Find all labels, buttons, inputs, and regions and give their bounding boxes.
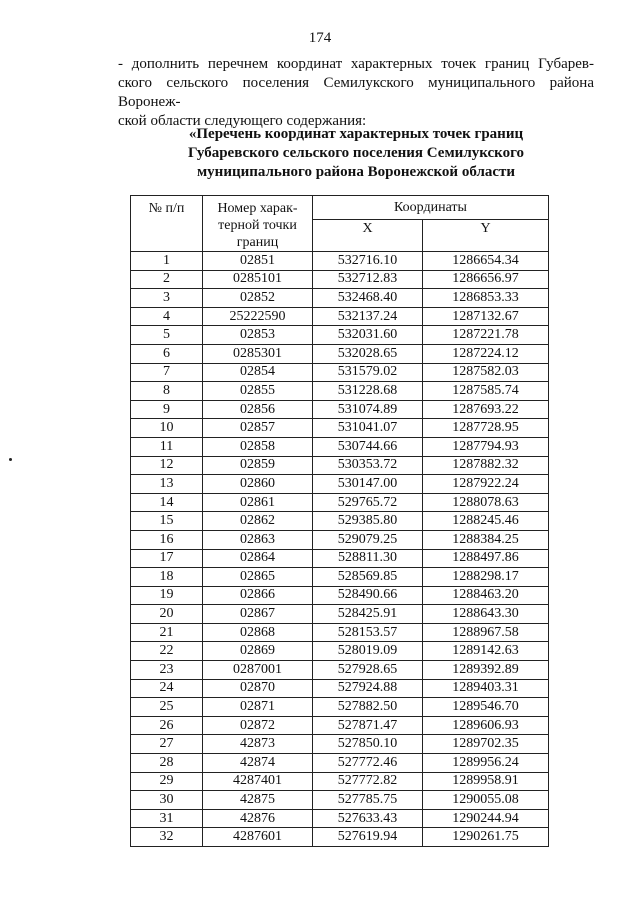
cell-y: 1286654.34 xyxy=(423,252,549,271)
cell-point-number: 02860 xyxy=(203,475,313,494)
cell-point-number: 02859 xyxy=(203,456,313,475)
table-row xyxy=(131,716,549,735)
table-row xyxy=(131,754,549,773)
cell-point-number: 0287001 xyxy=(203,661,313,680)
cell-x: 527924.88 xyxy=(313,679,423,698)
cell-x: 530147.00 xyxy=(313,475,423,494)
cell-number: 17 xyxy=(131,549,203,568)
table-row xyxy=(131,252,549,271)
cell-point-number: 4287601 xyxy=(203,828,313,847)
cell-x: 529385.80 xyxy=(313,512,423,531)
cell-number: 28 xyxy=(131,754,203,773)
cell-point-number: 42873 xyxy=(203,735,313,754)
header-point-line: границ xyxy=(236,235,279,250)
cell-y: 1290261.75 xyxy=(423,828,549,847)
cell-point-number: 02861 xyxy=(203,493,313,512)
table-row xyxy=(131,828,549,847)
title-line: Губаревского сельского поселения Семилукского xyxy=(187,145,525,161)
table-row xyxy=(131,437,549,456)
cell-x: 528153.57 xyxy=(313,623,423,642)
table-row xyxy=(131,326,549,345)
cell-y: 1287693.22 xyxy=(423,400,549,419)
cell-x: 531228.68 xyxy=(313,382,423,401)
cell-point-number: 02863 xyxy=(203,530,313,549)
cell-point-number: 02857 xyxy=(203,419,313,438)
cell-x: 527928.65 xyxy=(313,661,423,680)
cell-x: 529765.72 xyxy=(313,493,423,512)
header-x: X xyxy=(313,220,423,252)
cell-number: 3 xyxy=(131,289,203,308)
cell-number: 31 xyxy=(131,809,203,828)
table-row xyxy=(131,605,549,624)
header-point-line: Номер харак- xyxy=(217,201,298,216)
cell-x: 532468.40 xyxy=(313,289,423,308)
table-row xyxy=(131,642,549,661)
cell-y: 1289606.93 xyxy=(423,716,549,735)
table-row xyxy=(131,549,549,568)
cell-point-number: 02852 xyxy=(203,289,313,308)
title-line: муниципального района Воронежской области xyxy=(196,164,516,180)
table-row xyxy=(131,493,549,512)
cell-y: 1287132.67 xyxy=(423,307,549,326)
table-row xyxy=(131,791,549,810)
cell-number: 13 xyxy=(131,475,203,494)
cell-x: 532716.10 xyxy=(313,252,423,271)
cell-y: 1288643.30 xyxy=(423,605,549,624)
header-y: Y xyxy=(423,220,549,252)
table-row xyxy=(131,568,549,587)
table-row xyxy=(131,400,549,419)
cell-number: 29 xyxy=(131,772,203,791)
cell-x: 531074.89 xyxy=(313,400,423,419)
cell-x: 528019.09 xyxy=(313,642,423,661)
cell-point-number: 02867 xyxy=(203,605,313,624)
cell-y: 1289702.35 xyxy=(423,735,549,754)
cell-number: 8 xyxy=(131,382,203,401)
intro-line: ской области следующего содержания: xyxy=(118,113,367,129)
cell-x: 527633.43 xyxy=(313,809,423,828)
cell-number: 9 xyxy=(131,400,203,419)
cell-point-number: 02865 xyxy=(203,568,313,587)
cell-point-number: 25222590 xyxy=(203,307,313,326)
table-row xyxy=(131,530,549,549)
cell-number: 32 xyxy=(131,828,203,847)
cell-number: 10 xyxy=(131,419,203,438)
cell-point-number: 42874 xyxy=(203,754,313,773)
table-row xyxy=(131,772,549,791)
cell-x: 527850.10 xyxy=(313,735,423,754)
cell-y: 1288967.58 xyxy=(423,623,549,642)
cell-x: 527772.82 xyxy=(313,772,423,791)
header-coordinates: Координаты xyxy=(313,196,549,220)
intro-line: - дополнить перечнем координат характерных точек границ Губарев- xyxy=(118,56,594,72)
cell-y: 1290055.08 xyxy=(423,791,549,810)
cell-point-number: 02866 xyxy=(203,586,313,605)
cell-x: 530744.66 xyxy=(313,437,423,456)
cell-point-number: 42875 xyxy=(203,791,313,810)
cell-number: 6 xyxy=(131,344,203,363)
cell-point-number: 02858 xyxy=(203,437,313,456)
cell-y: 1288384.25 xyxy=(423,530,549,549)
cell-number: 1 xyxy=(131,252,203,271)
table-row xyxy=(131,363,549,382)
cell-point-number: 02853 xyxy=(203,326,313,345)
table-row xyxy=(131,270,549,289)
cell-x: 532028.65 xyxy=(313,344,423,363)
table-row xyxy=(131,289,549,308)
table-row xyxy=(131,475,549,494)
cell-number: 24 xyxy=(131,679,203,698)
cell-x: 527871.47 xyxy=(313,716,423,735)
cell-x: 530353.72 xyxy=(313,456,423,475)
cell-point-number: 02871 xyxy=(203,698,313,717)
cell-number: 12 xyxy=(131,456,203,475)
cell-number: 15 xyxy=(131,512,203,531)
cell-y: 1288298.17 xyxy=(423,568,549,587)
cell-number: 21 xyxy=(131,623,203,642)
table-row xyxy=(131,382,549,401)
cell-x: 527882.50 xyxy=(313,698,423,717)
table-row xyxy=(131,512,549,531)
cell-y: 1287882.32 xyxy=(423,456,549,475)
cell-point-number: 42876 xyxy=(203,809,313,828)
cell-x: 528569.85 xyxy=(313,568,423,587)
cell-number: 19 xyxy=(131,586,203,605)
cell-point-number: 02854 xyxy=(203,363,313,382)
table-row xyxy=(131,623,549,642)
cell-x: 529079.25 xyxy=(313,530,423,549)
cell-number: 30 xyxy=(131,791,203,810)
cell-x: 527772.46 xyxy=(313,754,423,773)
cell-x: 528425.91 xyxy=(313,605,423,624)
cell-x: 532137.24 xyxy=(313,307,423,326)
cell-y: 1289403.31 xyxy=(423,679,549,698)
table-row xyxy=(131,307,549,326)
cell-y: 1289142.63 xyxy=(423,642,549,661)
cell-number: 25 xyxy=(131,698,203,717)
page-number: 174 xyxy=(308,30,332,46)
table-row xyxy=(131,586,549,605)
cell-point-number: 02868 xyxy=(203,623,313,642)
cell-x: 531041.07 xyxy=(313,419,423,438)
cell-y: 1286656.97 xyxy=(423,270,549,289)
cell-number: 16 xyxy=(131,530,203,549)
table-row xyxy=(131,661,549,680)
cell-point-number: 02864 xyxy=(203,549,313,568)
cell-point-number: 02862 xyxy=(203,512,313,531)
cell-number: 27 xyxy=(131,735,203,754)
stray-dot xyxy=(9,458,12,461)
cell-y: 1288078.63 xyxy=(423,493,549,512)
cell-point-number: 02869 xyxy=(203,642,313,661)
table-row xyxy=(131,809,549,828)
coordinates-table xyxy=(130,195,549,847)
intro-line: ского сельского поселения Семилукского муниципального района Воронеж- xyxy=(118,75,594,110)
cell-number: 26 xyxy=(131,716,203,735)
cell-number: 5 xyxy=(131,326,203,345)
title-line: «Перечень координат характерных точек границ xyxy=(188,126,524,142)
table-row xyxy=(131,698,549,717)
cell-y: 1288245.46 xyxy=(423,512,549,531)
cell-point-number: 02855 xyxy=(203,382,313,401)
cell-y: 1286853.33 xyxy=(423,289,549,308)
cell-number: 18 xyxy=(131,568,203,587)
cell-y: 1287794.93 xyxy=(423,437,549,456)
table-row xyxy=(131,344,549,363)
cell-y: 1287585.74 xyxy=(423,382,549,401)
cell-point-number: 4287401 xyxy=(203,772,313,791)
cell-y: 1287582.03 xyxy=(423,363,549,382)
intro-paragraph xyxy=(118,55,594,131)
cell-point-number: 02851 xyxy=(203,252,313,271)
cell-number: 7 xyxy=(131,363,203,382)
table-row xyxy=(131,735,549,754)
cell-y: 1287224.12 xyxy=(423,344,549,363)
cell-y: 1289546.70 xyxy=(423,698,549,717)
cell-number: 20 xyxy=(131,605,203,624)
cell-y: 1287922.24 xyxy=(423,475,549,494)
cell-y: 1289392.89 xyxy=(423,661,549,680)
table-title xyxy=(118,125,594,182)
cell-x: 532031.60 xyxy=(313,326,423,345)
cell-y: 1287221.78 xyxy=(423,326,549,345)
cell-point-number: 0285301 xyxy=(203,344,313,363)
table-row xyxy=(131,456,549,475)
cell-x: 531579.02 xyxy=(313,363,423,382)
cell-point-number: 02872 xyxy=(203,716,313,735)
cell-point-number: 02870 xyxy=(203,679,313,698)
cell-y: 1289958.91 xyxy=(423,772,549,791)
cell-y: 1287728.95 xyxy=(423,419,549,438)
cell-y: 1290244.94 xyxy=(423,809,549,828)
cell-y: 1288497.86 xyxy=(423,549,549,568)
cell-x: 528811.30 xyxy=(313,549,423,568)
cell-number: 22 xyxy=(131,642,203,661)
cell-y: 1288463.20 xyxy=(423,586,549,605)
cell-x: 527619.94 xyxy=(313,828,423,847)
header-point-number xyxy=(203,196,313,252)
cell-number: 14 xyxy=(131,493,203,512)
cell-x: 528490.66 xyxy=(313,586,423,605)
cell-point-number: 0285101 xyxy=(203,270,313,289)
cell-point-number: 02856 xyxy=(203,400,313,419)
header-number: № п/п xyxy=(131,196,203,252)
cell-x: 527785.75 xyxy=(313,791,423,810)
header-point-line: терной точки xyxy=(218,218,297,233)
cell-number: 4 xyxy=(131,307,203,326)
cell-number: 11 xyxy=(131,437,203,456)
table-row xyxy=(131,419,549,438)
cell-y: 1289956.24 xyxy=(423,754,549,773)
cell-number: 23 xyxy=(131,661,203,680)
cell-number: 2 xyxy=(131,270,203,289)
table-row xyxy=(131,679,549,698)
cell-x: 532712.83 xyxy=(313,270,423,289)
